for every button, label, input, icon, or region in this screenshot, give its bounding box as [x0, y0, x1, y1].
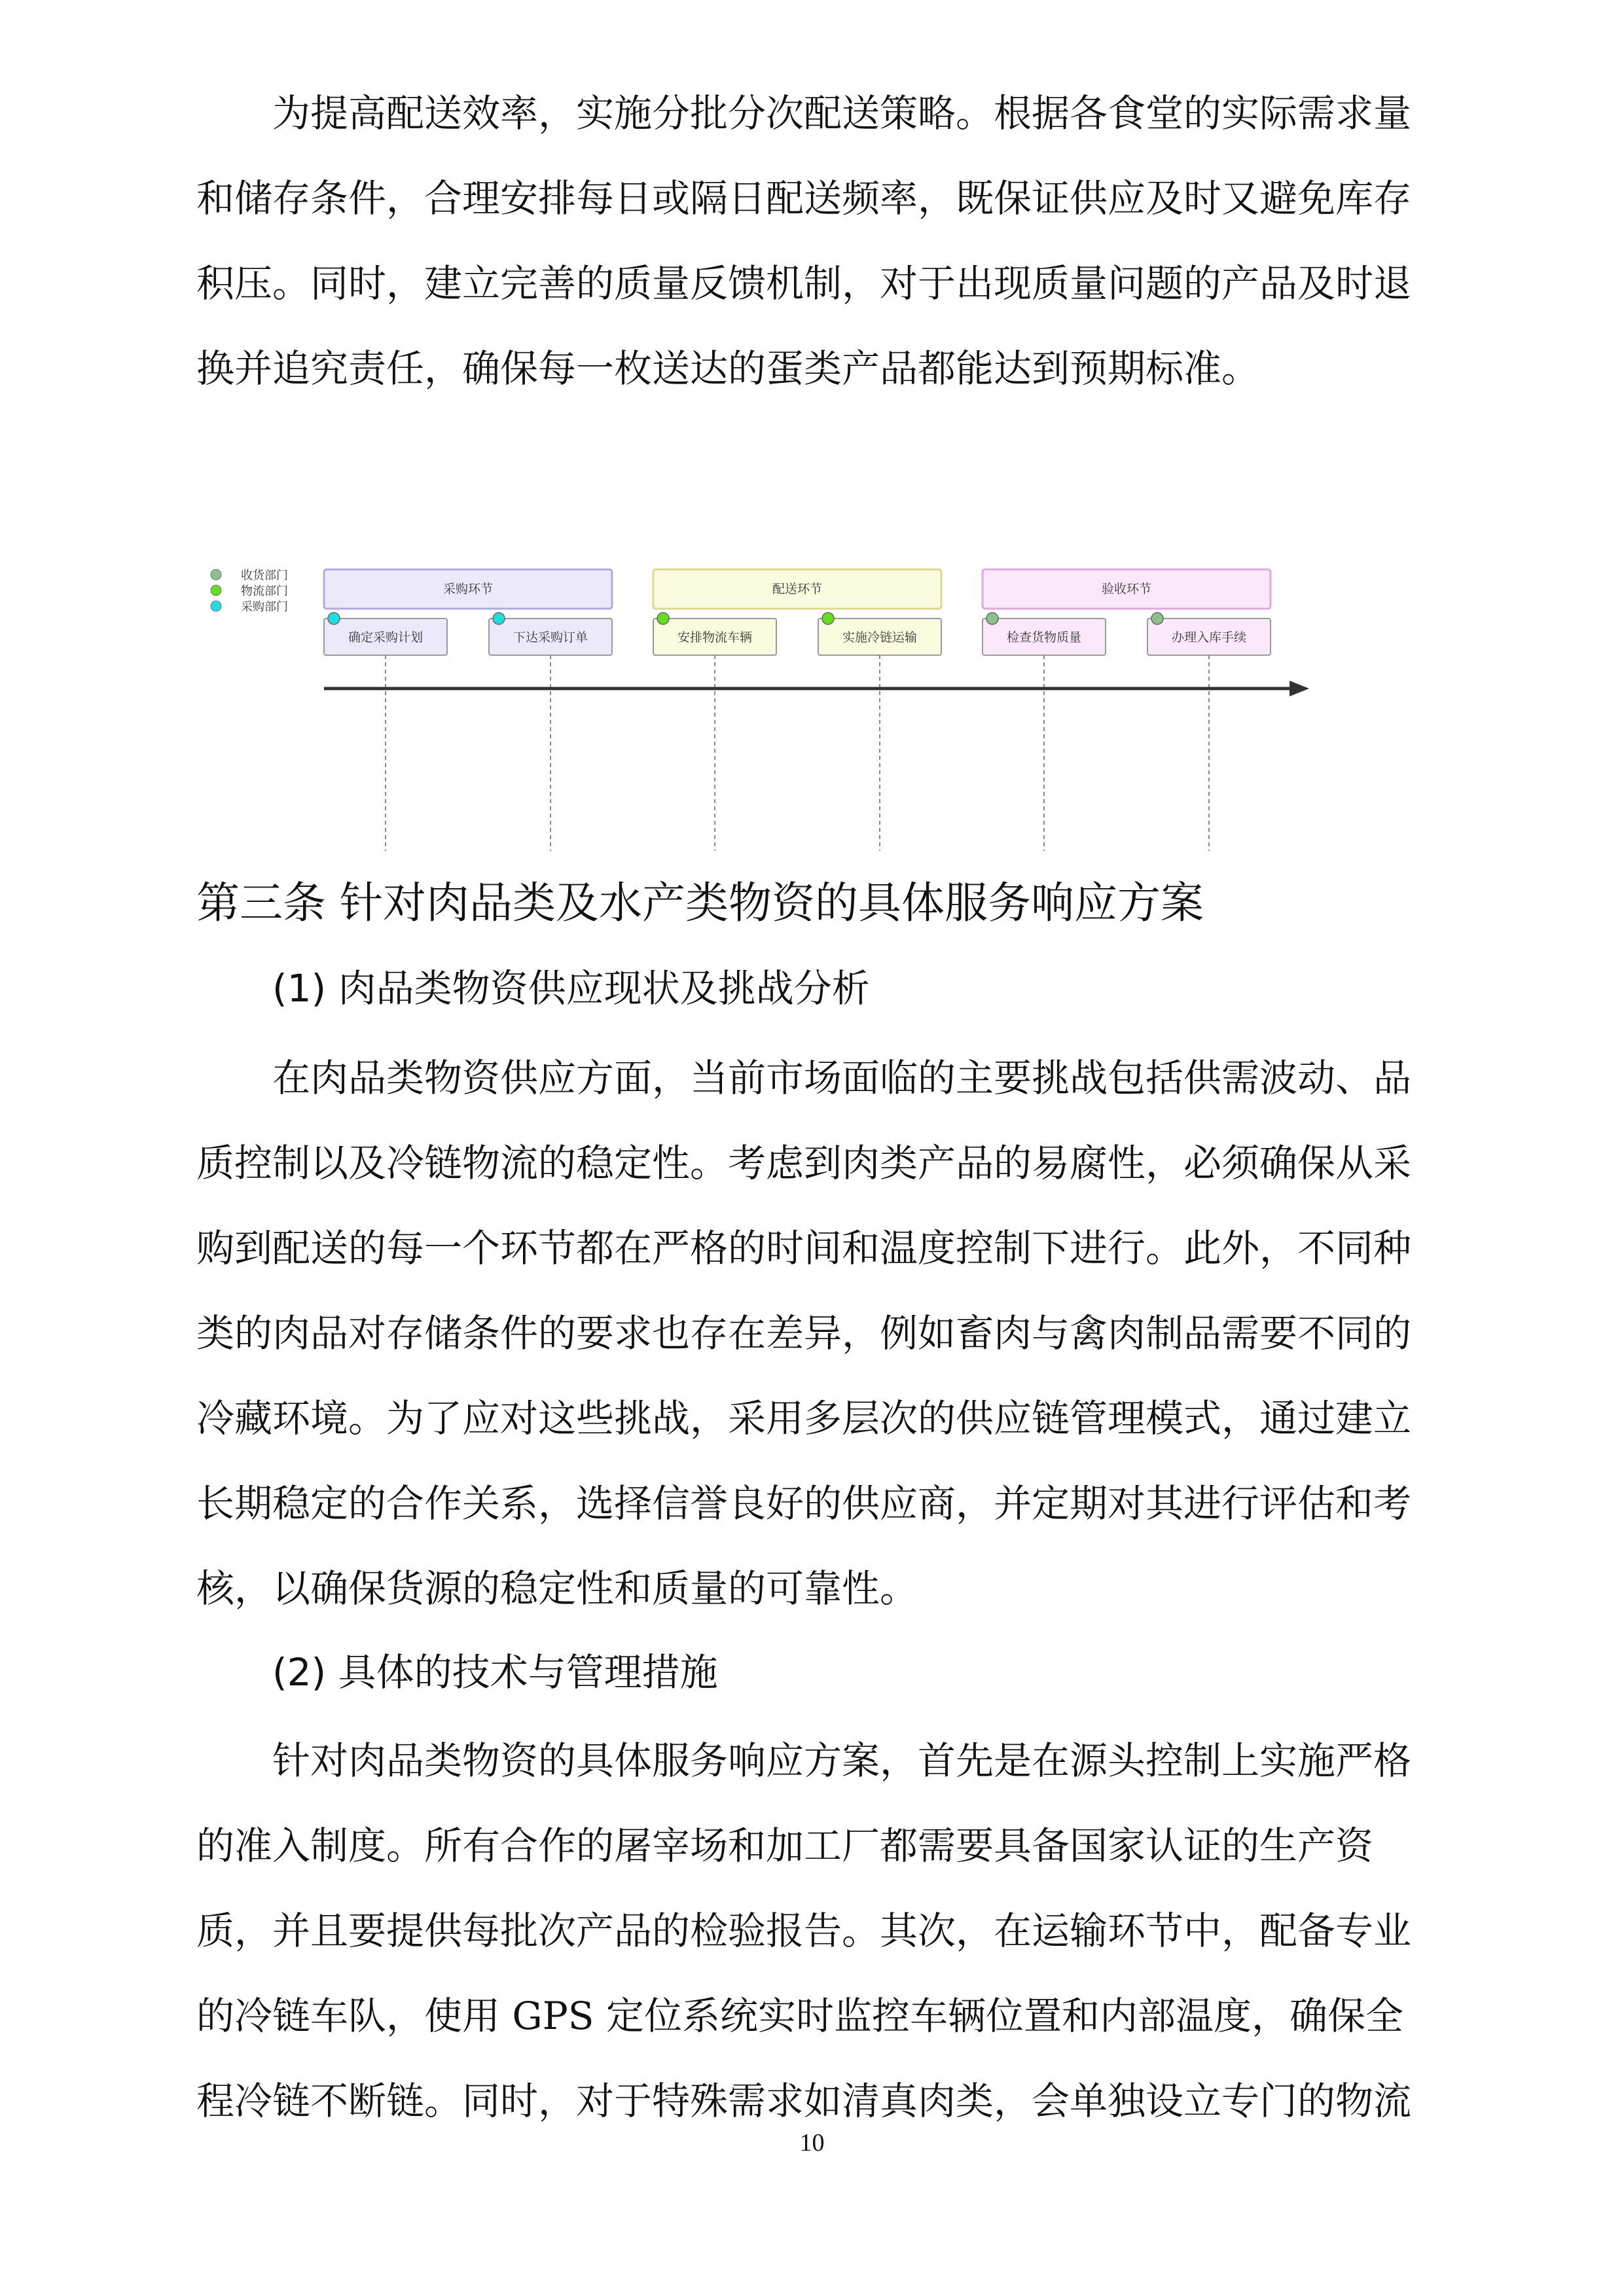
- text-line: 质控制以及冷链物流的稳定性。考虑到肉类产品的易腐性，必须确保从采: [196, 1141, 1412, 1185]
- text-line: 冷藏环境。为了应对这些挑战，采用多层次的供应链管理模式，通过建立: [196, 1396, 1412, 1441]
- text-line: 和储存条件，合理安排每日或隔日配送频率，既保证供应及时又避免库存: [196, 176, 1412, 221]
- text-line: 在肉品类物资供应方面，当前市场面临的主要挑战包括供需波动、品: [272, 1056, 1412, 1100]
- legend-dot-receiving: [211, 569, 221, 580]
- legend-label-logistics: 物流部门: [241, 584, 288, 598]
- legend-dot-logistics: [211, 585, 221, 596]
- phase-title: 配送环节: [772, 582, 823, 596]
- phase-title: 采购环节: [442, 582, 494, 596]
- text-line: 长期稳定的合作关系，选择信誉良好的供应商，并定期对其进行评估和考: [196, 1481, 1412, 1526]
- text-line: 积压。同时，建立完善的质量反馈机制，对于出现质量问题的产品及时退: [196, 261, 1412, 306]
- legend-label-procurement: 采购部门: [241, 600, 288, 614]
- subheading-technical-measures: (2) 具体的技术与管理措施: [272, 1650, 718, 1695]
- phase-delivery: [653, 569, 941, 655]
- text-line: 的冷链车队，使用 GPS 定位系统实时监控车辆位置和内部温度，确保全: [196, 1994, 1403, 2038]
- task-dot-logistics: [822, 613, 834, 624]
- text-line: 的准入制度。所有合作的屠宰场和加工厂都需要具备国家认证的生产资: [196, 1823, 1374, 1868]
- paragraph-egg-delivery: [196, 71, 1434, 411]
- legend: [211, 569, 288, 614]
- subheading-meat-supply-status: (1) 肉品类物资供应现状及挑战分析: [272, 966, 870, 1011]
- task-label: 安排物流车辆: [677, 630, 753, 645]
- page-number: 10: [799, 2129, 825, 2157]
- text-line: 购到配送的每一个环节都在严格的时间和温度控制下进行。此外，不同种: [196, 1226, 1412, 1270]
- legend-label-receiving: 收货部门: [241, 569, 288, 583]
- arrow-head-icon: [1290, 681, 1309, 696]
- phase-acceptance: [983, 569, 1271, 655]
- timeline-arrow: [324, 681, 1309, 696]
- task-dot-logistics: [657, 613, 669, 624]
- paragraph-meat-measures: [196, 1718, 1434, 2144]
- text-line: 为提高配送效率，实施分批分次配送策略。根据各食堂的实际需求量: [272, 91, 1412, 135]
- text-line: 质，并且要提供每批次产品的检验报告。其次，在运输环节中，配备专业: [196, 1909, 1412, 1953]
- text-line: 程冷链不断链。同时，对于特殊需求如清真肉类，会单独设立专门的物流: [196, 2079, 1412, 2123]
- text-line: 核，以确保货源的稳定性和质量的可靠性。: [196, 1566, 918, 1611]
- task-dot-receiving: [1151, 613, 1163, 624]
- task-label: 检查货物质量: [1006, 630, 1082, 645]
- task-label: 下达采购订单: [513, 630, 588, 645]
- timeline-guides: [386, 655, 1209, 851]
- task-dot-receiving: [986, 613, 998, 624]
- text-line: 类的肉品对存储条件的要求也存在差异，例如畜肉与禽肉制品需要不同的: [196, 1311, 1412, 1355]
- text-line: 针对肉品类物资的具体服务响应方案，首先是在源头控制上实施严格: [272, 1738, 1412, 1783]
- task-dot-procurement: [493, 613, 505, 624]
- process-timeline-diagram: [196, 550, 1322, 857]
- task-label: 实施冷链运输: [842, 630, 918, 645]
- phase-procurement: [324, 569, 612, 655]
- paragraph-meat-challenges: [196, 1035, 1434, 1631]
- task-label: 办理入库手续: [1171, 630, 1247, 645]
- section-heading: 第三条 针对肉品类及水产类物资的具体服务响应方案: [196, 878, 1204, 928]
- legend-dot-procurement: [211, 601, 221, 611]
- text-line: 换并追究责任，确保每一枚送达的蛋类产品都能达到预期标准。: [196, 346, 1260, 391]
- phase-title: 验收环节: [1101, 582, 1152, 596]
- task-label: 确定采购计划: [348, 630, 424, 645]
- task-dot-procurement: [328, 613, 340, 624]
